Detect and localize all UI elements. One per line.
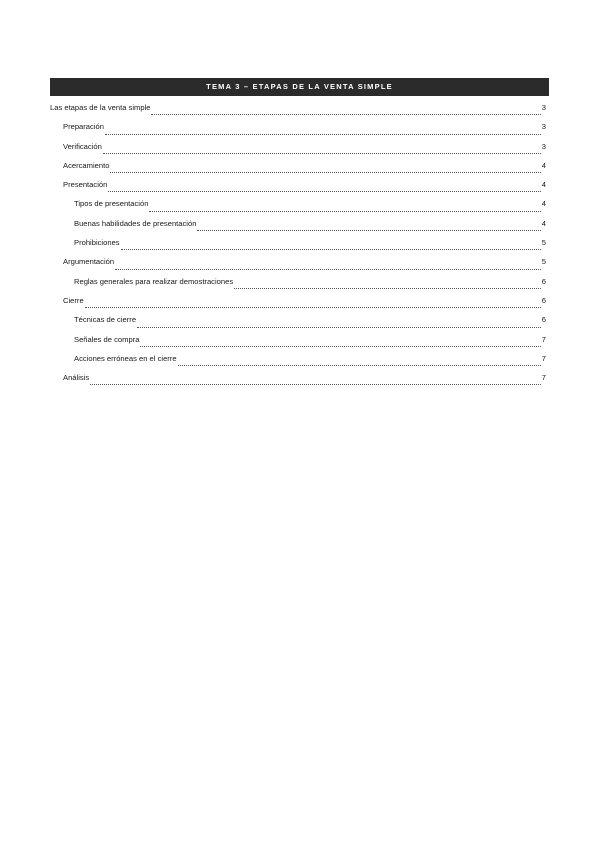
toc-entry-page-number: 3 bbox=[541, 141, 546, 151]
toc-entry-label: Preparación bbox=[63, 122, 104, 132]
toc-entry-page-number: 4 bbox=[541, 218, 546, 228]
toc-entry[interactable] bbox=[50, 101, 546, 120]
toc-entry-label: Reglas generales para realizar demostraciones bbox=[74, 276, 234, 286]
toc-entry-label: Verificación bbox=[63, 141, 102, 151]
toc-leader-dots bbox=[121, 249, 541, 250]
toc-entry[interactable] bbox=[50, 178, 546, 197]
toc-entry[interactable] bbox=[50, 217, 546, 236]
toc-leader-dots bbox=[149, 211, 540, 212]
toc-entry[interactable] bbox=[50, 159, 546, 178]
toc-entry-label: Buenas habilidades de presentación bbox=[74, 218, 197, 228]
toc-entry[interactable] bbox=[50, 255, 546, 274]
toc-leader-dots bbox=[151, 114, 540, 115]
toc-leader-dots bbox=[108, 191, 540, 192]
toc-entry-label: Argumentación bbox=[63, 257, 115, 267]
toc-entry-page-number: 4 bbox=[541, 160, 546, 170]
toc-leader-dots bbox=[115, 269, 541, 270]
toc-entry[interactable] bbox=[50, 120, 546, 139]
toc-entry-label: Las etapas de la venta simple bbox=[50, 103, 151, 112]
toc-entry-page-number: 6 bbox=[541, 315, 546, 325]
toc-entry-label: Cierre bbox=[63, 295, 84, 305]
toc-entry-page-number: 7 bbox=[541, 334, 546, 344]
toc-leader-dots bbox=[110, 172, 540, 173]
toc-entry-page-number: 4 bbox=[541, 199, 546, 209]
toc-entry-page-number: 7 bbox=[541, 373, 546, 383]
toc-leader-dots bbox=[103, 153, 541, 154]
toc-leader-dots bbox=[105, 134, 541, 135]
toc-entry[interactable] bbox=[50, 140, 546, 159]
toc-entry-page-number: 5 bbox=[541, 257, 546, 267]
toc-entry-label: Técnicas de cierre bbox=[74, 315, 137, 325]
toc-leader-dots bbox=[137, 327, 541, 328]
toc-entry-page-number: 6 bbox=[541, 276, 546, 286]
toc-entry[interactable] bbox=[50, 352, 546, 371]
toc-entry-label: Tipos de presentación bbox=[74, 199, 149, 209]
toc-leader-dots bbox=[140, 346, 540, 347]
toc-entry-page-number: 4 bbox=[541, 180, 546, 190]
toc-entry-page-number: 3 bbox=[541, 103, 546, 112]
toc-leader-dots bbox=[178, 365, 541, 366]
toc-leader-dots bbox=[197, 230, 540, 231]
toc-entry-page-number: 6 bbox=[541, 295, 546, 305]
toc-leader-dots bbox=[90, 384, 541, 385]
toc-entry[interactable] bbox=[50, 371, 546, 390]
toc-entry[interactable] bbox=[50, 333, 546, 352]
toc-entry-label: Prohibiciones bbox=[74, 238, 120, 248]
toc-entry-page-number: 7 bbox=[541, 353, 546, 363]
chapter-title: TEMA 3 – ETAPAS DE LA VENTA SIMPLE bbox=[206, 82, 393, 91]
toc-leader-dots bbox=[85, 307, 541, 308]
toc-entry-page-number: 3 bbox=[541, 122, 546, 132]
toc-entry[interactable] bbox=[50, 275, 546, 294]
toc-entry-label: Acciones erróneas en el cierre bbox=[74, 353, 177, 363]
toc-entry-label: Análisis bbox=[63, 373, 90, 383]
toc-entry-label: Señales de compra bbox=[74, 334, 140, 344]
toc-entry[interactable] bbox=[50, 197, 546, 216]
toc-entry-page-number: 5 bbox=[541, 238, 546, 248]
toc-entry[interactable] bbox=[50, 294, 546, 313]
toc-entry-label: Presentación bbox=[63, 180, 108, 190]
table-of-contents bbox=[50, 101, 546, 390]
chapter-header bbox=[50, 78, 549, 96]
toc-entry-label: Acercamiento bbox=[63, 160, 110, 170]
toc-entry[interactable] bbox=[50, 236, 546, 255]
toc-entry[interactable] bbox=[50, 313, 546, 332]
toc-leader-dots bbox=[234, 288, 541, 289]
